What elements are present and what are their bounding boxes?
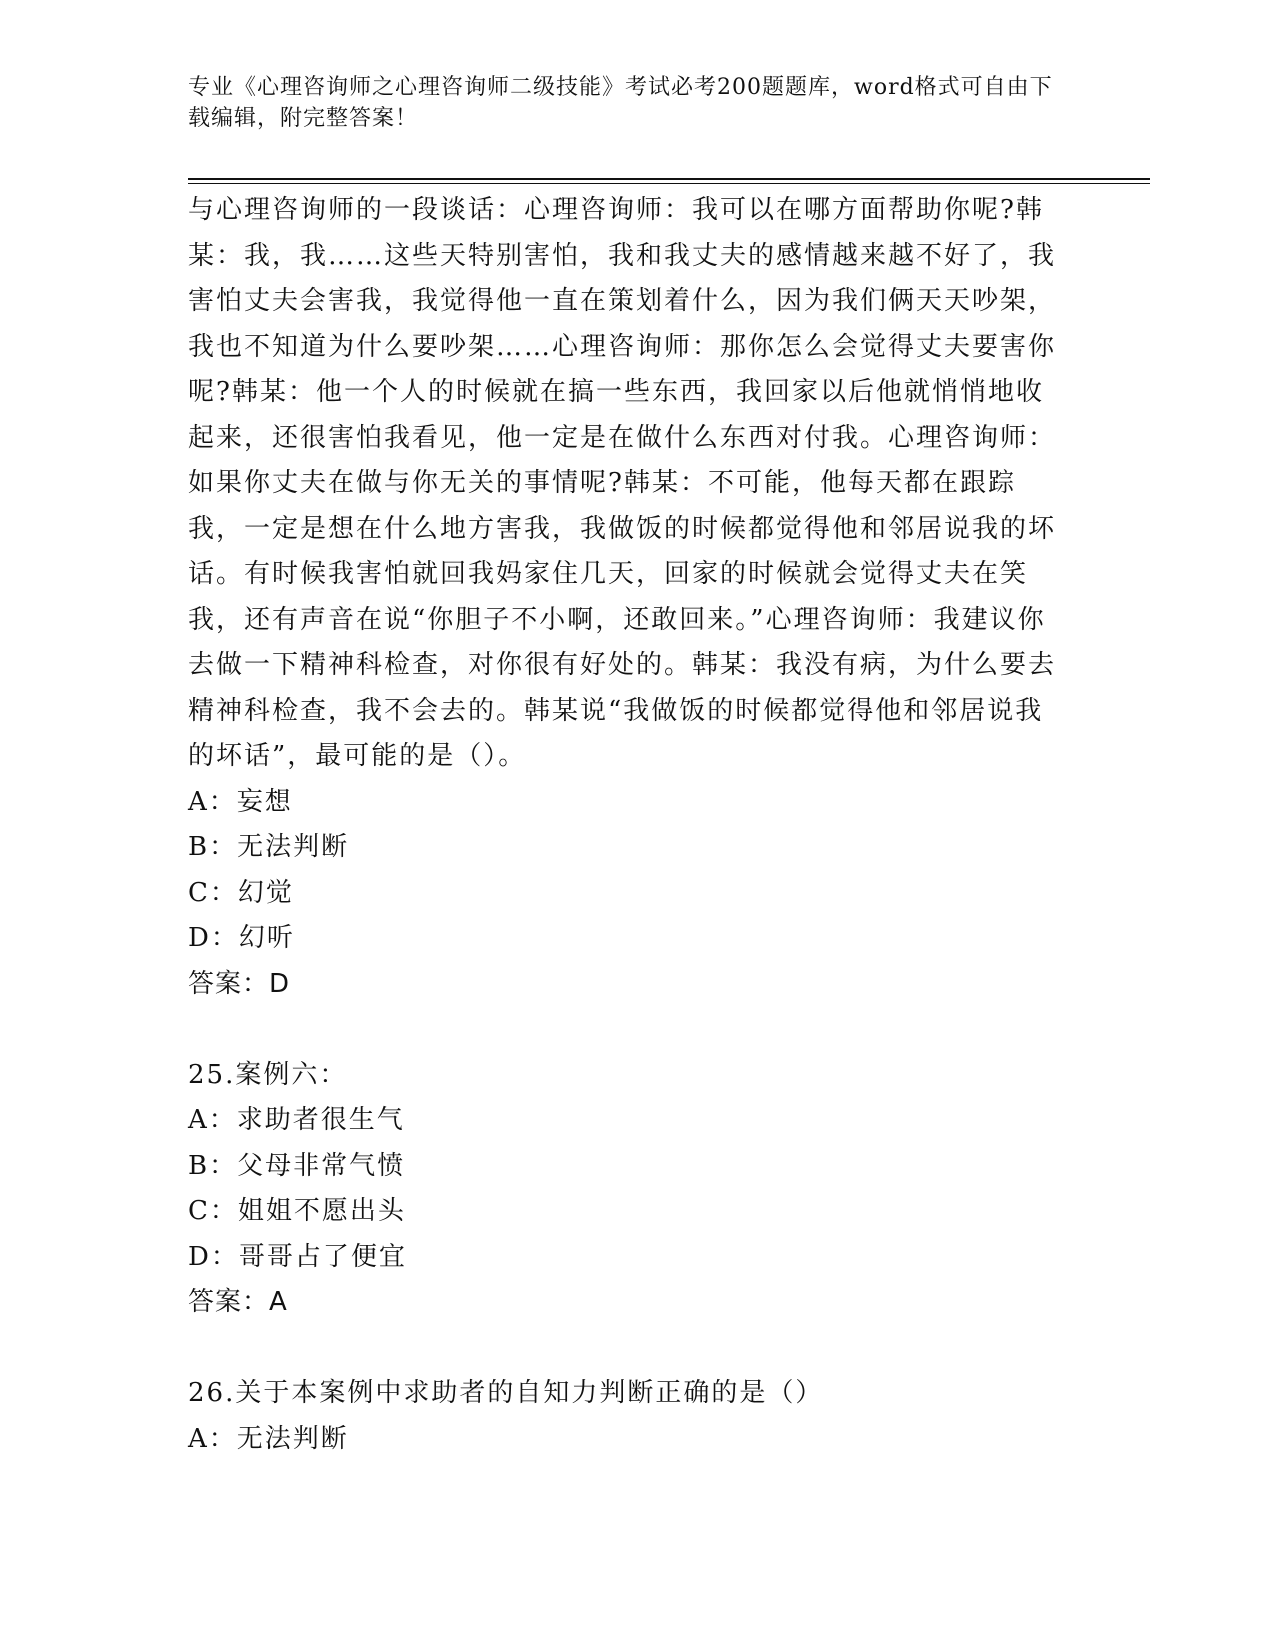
answer-line: 答案：D	[188, 968, 291, 999]
document-body	[188, 188, 1068, 1462]
option-c: C：幻觉	[188, 877, 294, 908]
header-divider-thin	[188, 183, 1150, 184]
question-stem: 与心理咨询师的一段谈话：心理咨询师：我可以在哪方面帮助你呢?韩某：我，我……这些天特别害怕，我和我丈夫的感情越来越不好了，我害怕丈夫会害我，我觉得他一直在策划着什么，因为我们俩天天吵架，我也不知道为什么要吵架……心理咨询师：那你怎么会觉得丈夫要害你呢?韩某：他一个人的时候就在搞一些东西，我回家以后他就悄悄地收起来，还很害怕我看见，他一定是在做什么东西对付我。心理咨询师：如果你丈夫在做与你无关的事情呢?韩某：不可能，他每天都在跟踪我，一定是想在什么地方害我，我做饭的时候都觉得他和邻居说我的坏话。有时候我害怕就回我妈家住几天，回家的时候就会觉得丈夫在笑我，还有声音在说“你胆子不小啊，还敢回来。”心理咨询师：我建议你去做一下精神科检查，对你很有好处的。韩某：我没有病，为什么要去精神科检查，我不会去的。韩某说“我做饭的时候都觉得他和邻居说我的坏话”，最可能的是（）。	[188, 195, 1057, 771]
option-a: A：求助者很生气	[188, 1105, 405, 1135]
spacer	[188, 1326, 1068, 1372]
spacer	[188, 1007, 1068, 1053]
option-c: C：姐姐不愿出头	[188, 1196, 406, 1226]
question-25	[188, 1053, 1068, 1326]
question-stem: 25.案例六：	[188, 1059, 348, 1090]
question-stem: 26.关于本案例中求助者的自知力判断正确的是（）	[188, 1378, 824, 1408]
header-divider-thick	[188, 178, 1150, 180]
answer-line: 答案：A	[188, 1287, 288, 1317]
option-d: D：幻听	[188, 923, 295, 953]
question-26	[188, 1371, 1068, 1462]
option-b: B：父母非常气愤	[188, 1150, 406, 1181]
option-a: A：妄想	[188, 786, 293, 817]
option-d: D：哥哥占了便宜	[188, 1241, 407, 1272]
option-a: A：无法判断	[188, 1423, 349, 1454]
question-24	[188, 188, 1068, 1007]
option-b: B：无法判断	[188, 832, 350, 862]
document-header: 专业《心理咨询师之心理咨询师二级技能》考试必考200题题库，word格式可自由下载编辑，附完整答案！	[188, 75, 1053, 131]
